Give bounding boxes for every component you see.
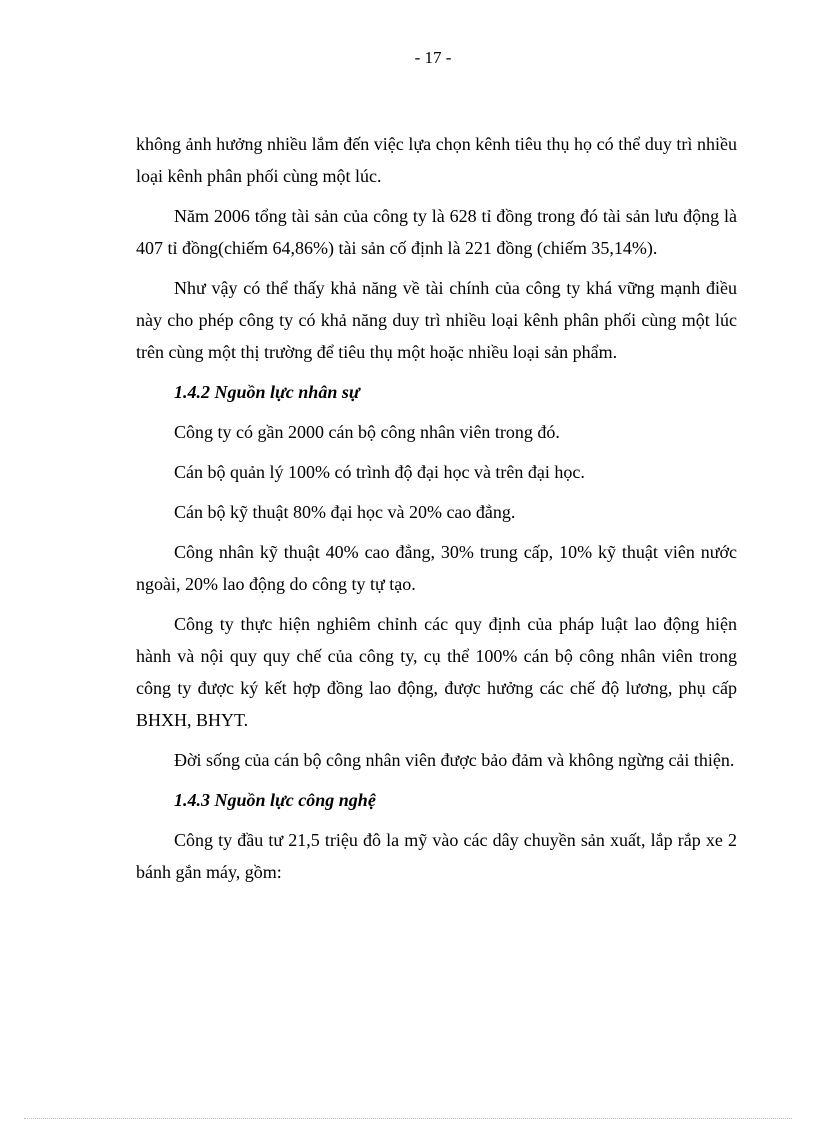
section-heading-nhan-su: 1.4.2 Nguồn lực nhân sự <box>174 382 360 402</box>
paragraph-can-bo-quan-ly: Cán bộ quản lý 100% có trình độ đại học và trên đại học. <box>174 462 585 482</box>
paragraph-tai-san: Năm 2006 tổng tài sản của công ty là 628 tỉ đồng trong đó tài sản lưu động là 407 tỉ đồng(chiếm 64,86%) tài sản cố định là 221 đồng (chiếm 35,14%). <box>136 206 737 258</box>
paragraph-doi-song: Đời sống của cán bộ công nhân viên được bảo đảm và không ngừng cải thiện. <box>174 750 735 770</box>
paragraph-dau-tu-cong-nghe: Công ty đầu tư 21,5 triệu đô la mỹ vào các dây chuyền sản xuất, lắp rắp xe 2 bánh gắn máy, gồm: <box>136 830 737 882</box>
page-bottom-divider <box>24 1118 792 1119</box>
page-number: - 17 - <box>414 48 452 67</box>
document-body <box>136 128 737 896</box>
paragraph-kenh-tieu-thu: không ảnh hưởng nhiều lắm đến việc lựa chọn kênh tiêu thụ họ có thể duy trì nhiều loại kênh phân phối cùng một lúc. <box>136 134 737 186</box>
paragraph-so-can-bo: Công ty có gần 2000 cán bộ công nhân viên trong đó. <box>174 422 560 442</box>
section-heading-cong-nghe: 1.4.3 Nguồn lực công nghệ <box>174 790 376 810</box>
paragraph-quy-dinh-lao-dong: Công ty thực hiện nghiêm chỉnh các quy định của pháp luật lao động hiện hành và nội quy quy chế của công ty, cụ thể 100% cán bộ công nhân viên trong công ty được ký kết hợp đồng lao động, được hưởng các chế độ lương, phụ cấp BHXH, BHYT. <box>136 614 737 730</box>
paragraph-kha-nang-tai-chinh: Như vậy có thể thấy khả năng về tài chính của công ty khá vững mạnh điều này cho phép công ty có khả năng duy trì nhiều loại kênh phân phối cùng một lúc trên cùng một thị trường để tiêu thụ một hoặc nhiều loại sản phẩm. <box>136 278 737 362</box>
paragraph-can-bo-ky-thuat: Cán bộ kỹ thuật 80% đại học và 20% cao đẳng. <box>174 502 516 522</box>
paragraph-cong-nhan-ky-thuat: Công nhân kỹ thuật 40% cao đẳng, 30% trung cấp, 10% kỹ thuật viên nước ngoài, 20% lao động do công ty tự tạo. <box>136 542 737 594</box>
